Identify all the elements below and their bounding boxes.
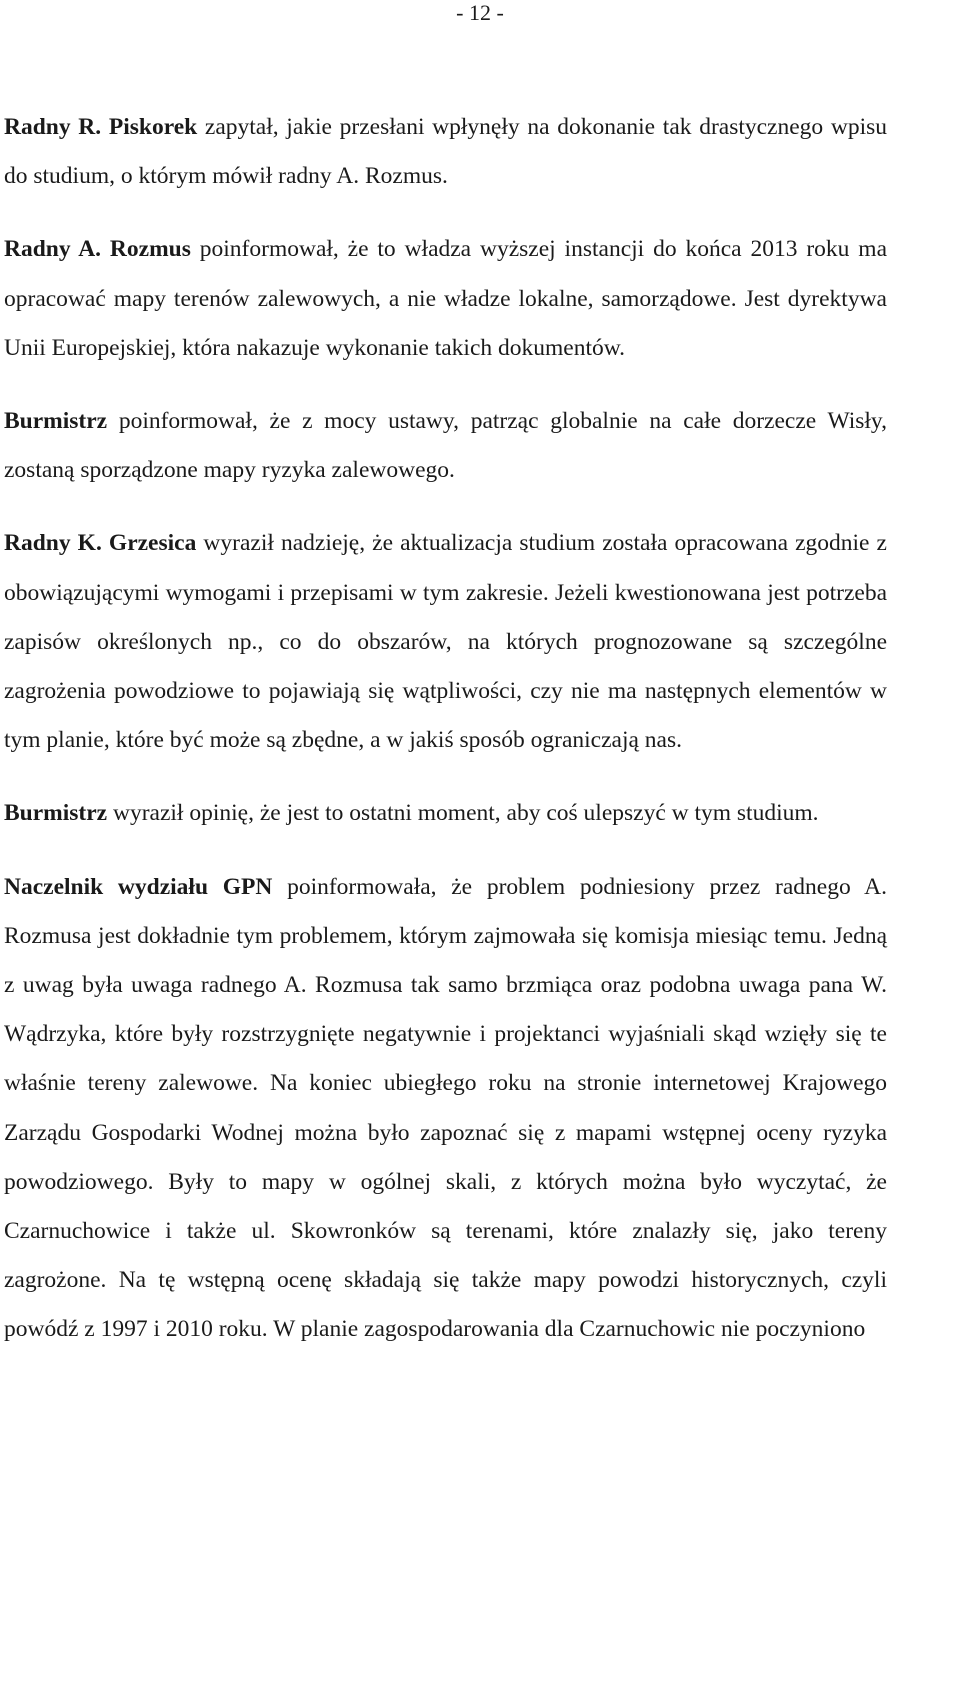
paragraph: [4, 789, 887, 838]
paragraph: [4, 519, 887, 765]
speaker-name: Radny K. Grzesica: [4, 530, 197, 557]
page-number: - 12 -: [456, 0, 504, 25]
speaker-name: Radny R. Piskorek: [4, 114, 198, 140]
paragraph-text: zapytał, jakie przesłani wpłynęły na dokonanie tak drastycznego wpisu do studium, o którym mówił radny A. Rozmus.: [4, 114, 887, 190]
speaker-name: Naczelnik wydziału GPN: [4, 873, 273, 900]
paragraph-text: wyraził opinię, że jest to ostatni moment, aby coś ulepszyć w tym studium.: [107, 800, 819, 827]
paragraph-text: wyraził nadzieję, że aktualizacja studium została opracowana zgodnie z obowiązującymi wymogami i przepisami w tym zakresie. Jeżeli kwestionowana jest potrzeba zapisów określonych np., co do obszarów, na których prognozowane są szczególne zagrożenia powodziowe to pojawiają się wątpliwości, czy nie ma następnych elementów w tym planie, które być może są zbędne, a w jakiś sposób ograniczają nas.: [4, 530, 887, 754]
document-body: [4, 103, 887, 1355]
paragraph: [4, 103, 887, 201]
speaker-name: Burmistrz: [4, 408, 108, 435]
paragraph: [4, 225, 887, 373]
paragraph-text: poinformował, że z mocy ustawy, patrząc globalnie na całe dorzecze Wisły, zostaną sporządzone mapy ryzyka zalewowego.: [4, 408, 887, 484]
speaker-name: Radny A. Rozmus: [4, 236, 191, 263]
paragraph: [4, 397, 887, 495]
paragraph: [4, 863, 887, 1355]
paragraph-text: poinformował, że to władza wyższej instancji do końca 2013 roku ma opracować mapy terenów zalewowych, a nie władze lokalne, samorządowe. Jest dyrektywa Unii Europejskiej, która nakazuje wykonanie takich dokumentów.: [4, 236, 887, 361]
paragraph-text: poinformowała, że problem podniesiony przez radnego A. Rozmusa jest dokładnie tym problemem, którym zajmowała się komisja miesiąc temu. Jedną z uwag była uwaga radnego A. Rozmusa tak samo brzmiąca oraz podobna uwaga pana W. Wądrzyka, które były rozstrzygnięte negatywnie i projektanci wyjaśniali skąd wzięły się te właśnie tereny zalewowe. Na koniec ubiegłego roku na stronie internetowej Krajowego Zarządu Gospodarki Wodnej można było zapoznać się z mapami wstępnej oceny ryzyka powodziowego. Były to mapy w ogólnej skali, z których można było wyczytać, że Czarnuchowice i także ul. Skowronków są terenami, które znalazły się, jako tereny zagrożone. Na tę wstępną ocenę składają się także mapy powodzi historycznych, czyli powódź z 1997 i 2010 roku. W planie zagospodarowania dla Czarnuchowic nie poczyniono: [4, 873, 887, 1343]
speaker-name: Burmistrz: [4, 800, 108, 827]
